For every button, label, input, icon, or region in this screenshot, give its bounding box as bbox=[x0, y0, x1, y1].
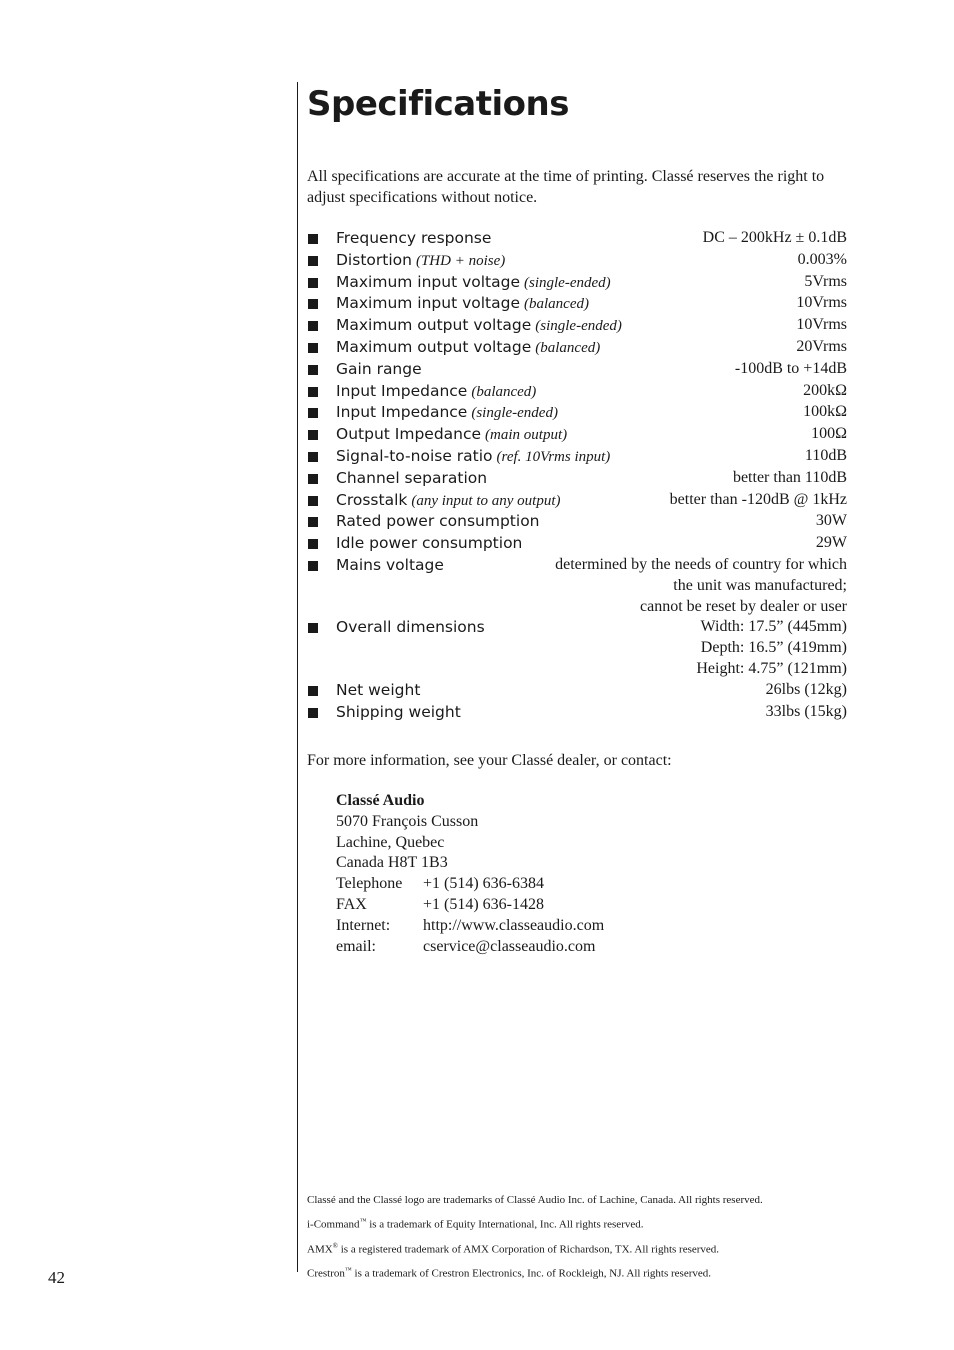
contact-telephone: Telephone +1 (514) 636-6384 bbox=[336, 875, 545, 893]
trademark-crestron: Crestron™ is a trademark of Crestron Electronics, Inc. of Rockleigh, NJ. All rights reserved. bbox=[307, 1266, 712, 1280]
spec-row bbox=[307, 424, 847, 446]
spec-value: determined by the needs of country for which the unit was manufactured; cannot be reset by dealer or user bbox=[555, 555, 847, 615]
contact-fax: FAX +1 (514) 636-1428 bbox=[336, 895, 545, 913]
trademark-amx: AMX® is a registered trademark of AMX Corporation of Richardson, TX. All rights reserved. bbox=[307, 1241, 720, 1256]
square-bullet-icon bbox=[307, 555, 336, 617]
spec-row bbox=[307, 272, 847, 294]
spec-row bbox=[307, 359, 847, 381]
square-bullet-icon bbox=[307, 680, 336, 702]
spec-value: 29W bbox=[815, 534, 847, 552]
company-name: Classé Audio bbox=[336, 792, 425, 809]
contact-block bbox=[336, 791, 604, 957]
spec-label: Signal-to-noise ratio (ref. 10Vrms input) bbox=[336, 446, 611, 465]
spec-label: Distortion (THD + noise) bbox=[336, 250, 506, 269]
spec-value: -100dB to +14dB bbox=[734, 359, 847, 377]
page-number: 42 bbox=[48, 1268, 65, 1287]
spec-label: Gain range bbox=[336, 359, 422, 378]
spec-label: Output Impedance (main output) bbox=[336, 425, 568, 444]
address-line: Canada H8T 1B3 bbox=[336, 854, 448, 872]
spec-value: 110dB bbox=[804, 446, 847, 464]
square-bullet-icon bbox=[307, 250, 336, 272]
spec-value: 100kΩ bbox=[803, 403, 847, 421]
square-bullet-icon bbox=[307, 468, 336, 490]
address-line: Lachine, Quebec bbox=[336, 833, 445, 851]
square-bullet-icon bbox=[307, 446, 336, 468]
spec-row bbox=[307, 315, 847, 337]
spec-row bbox=[307, 533, 847, 555]
page-title: Specifications bbox=[307, 84, 569, 124]
square-bullet-icon bbox=[307, 533, 336, 555]
spec-row bbox=[307, 337, 847, 359]
spec-label: Mains voltage bbox=[336, 555, 444, 574]
spec-label: Input Impedance (single-ended) bbox=[336, 403, 558, 422]
spec-value: 0.003% bbox=[797, 250, 847, 268]
spec-value: 200kΩ bbox=[803, 381, 847, 399]
spec-row bbox=[307, 250, 847, 272]
address-line: 5070 François Cusson bbox=[336, 812, 479, 830]
spec-label: Rated power consumption bbox=[336, 512, 540, 531]
spec-label: Net weight bbox=[336, 680, 421, 699]
spec-value: 10Vrms bbox=[796, 294, 847, 312]
spec-value: 5Vrms bbox=[804, 272, 847, 290]
spec-label: Channel separation bbox=[336, 468, 488, 487]
spec-label: Idle power consumption bbox=[336, 534, 523, 553]
square-bullet-icon bbox=[307, 228, 336, 250]
spec-row bbox=[307, 293, 847, 315]
square-bullet-icon bbox=[307, 315, 336, 337]
spec-label: Input Impedance (balanced) bbox=[336, 381, 537, 400]
square-bullet-icon bbox=[307, 359, 336, 381]
trademark-classe: Classé and the Classé logo are trademarks of Classé Audio Inc. of Lachine, Canada. All rights reserved. bbox=[307, 1194, 763, 1206]
spec-row bbox=[307, 555, 847, 617]
square-bullet-icon bbox=[307, 617, 336, 679]
contact-intro: For more information, see your Classé dealer, or contact: bbox=[307, 752, 672, 769]
spec-row bbox=[307, 702, 847, 724]
spec-label: Maximum input voltage (single-ended) bbox=[336, 272, 611, 291]
spec-label: Maximum input voltage (balanced) bbox=[336, 294, 589, 313]
spec-row bbox=[307, 402, 847, 424]
spec-value: 26lbs (12kg) bbox=[765, 680, 847, 698]
square-bullet-icon bbox=[307, 293, 336, 315]
contact-email: email: cservice@classeaudio.com bbox=[336, 937, 604, 958]
spec-row bbox=[307, 228, 847, 250]
specifications-list bbox=[307, 228, 847, 723]
spec-row bbox=[307, 490, 847, 512]
website-link[interactable]: http://www.classeaudio.com bbox=[423, 916, 605, 934]
spec-row bbox=[307, 468, 847, 490]
spec-row bbox=[307, 446, 847, 468]
square-bullet-icon bbox=[307, 337, 336, 359]
contact-internet: Internet: http://www.classeaudio.com bbox=[336, 916, 604, 937]
spec-label: Maximum output voltage (balanced) bbox=[336, 337, 601, 356]
square-bullet-icon bbox=[307, 702, 336, 724]
spec-label: Crosstalk (any input to any output) bbox=[336, 490, 561, 509]
spec-value: DC – 200kHz ± 0.1dB bbox=[702, 229, 847, 246]
spec-row bbox=[307, 511, 847, 533]
spec-value: 33lbs (15kg) bbox=[765, 702, 847, 720]
trademark-notes bbox=[307, 1190, 763, 1285]
spec-value: 100Ω bbox=[811, 425, 847, 443]
spec-value: better than 110dB bbox=[732, 468, 847, 486]
spec-row bbox=[307, 617, 847, 679]
square-bullet-icon bbox=[307, 424, 336, 446]
square-bullet-icon bbox=[307, 490, 336, 512]
email-link[interactable]: cservice@classeaudio.com bbox=[423, 937, 596, 955]
spec-label: Maximum output voltage (single-ended) bbox=[336, 316, 622, 335]
square-bullet-icon bbox=[307, 511, 336, 533]
spec-label: Frequency response bbox=[336, 229, 492, 247]
trademark-icommand: i-Command™ is a trademark of Equity International, Inc. All rights reserved. bbox=[307, 1217, 644, 1231]
vertical-rule bbox=[297, 82, 298, 1272]
square-bullet-icon bbox=[307, 272, 336, 294]
intro-paragraph: All specifications are accurate at the time of printing. Classé reserves the right to adjust specifications without notice. bbox=[307, 168, 825, 206]
spec-value: Width: 17.5” (445mm) Depth: 16.5” (419mm) Height: 4.75” (121mm) bbox=[696, 618, 847, 677]
spec-value: 30W bbox=[815, 512, 847, 530]
spec-value: 20Vrms bbox=[796, 337, 847, 355]
spec-value: 10Vrms bbox=[796, 316, 847, 334]
spec-row bbox=[307, 680, 847, 702]
square-bullet-icon bbox=[307, 402, 336, 424]
spec-label: Shipping weight bbox=[336, 702, 461, 721]
spec-row bbox=[307, 381, 847, 403]
spec-label: Overall dimensions bbox=[336, 618, 485, 637]
square-bullet-icon bbox=[307, 381, 336, 403]
spec-value: better than -120dB @ 1kHz bbox=[669, 490, 847, 508]
